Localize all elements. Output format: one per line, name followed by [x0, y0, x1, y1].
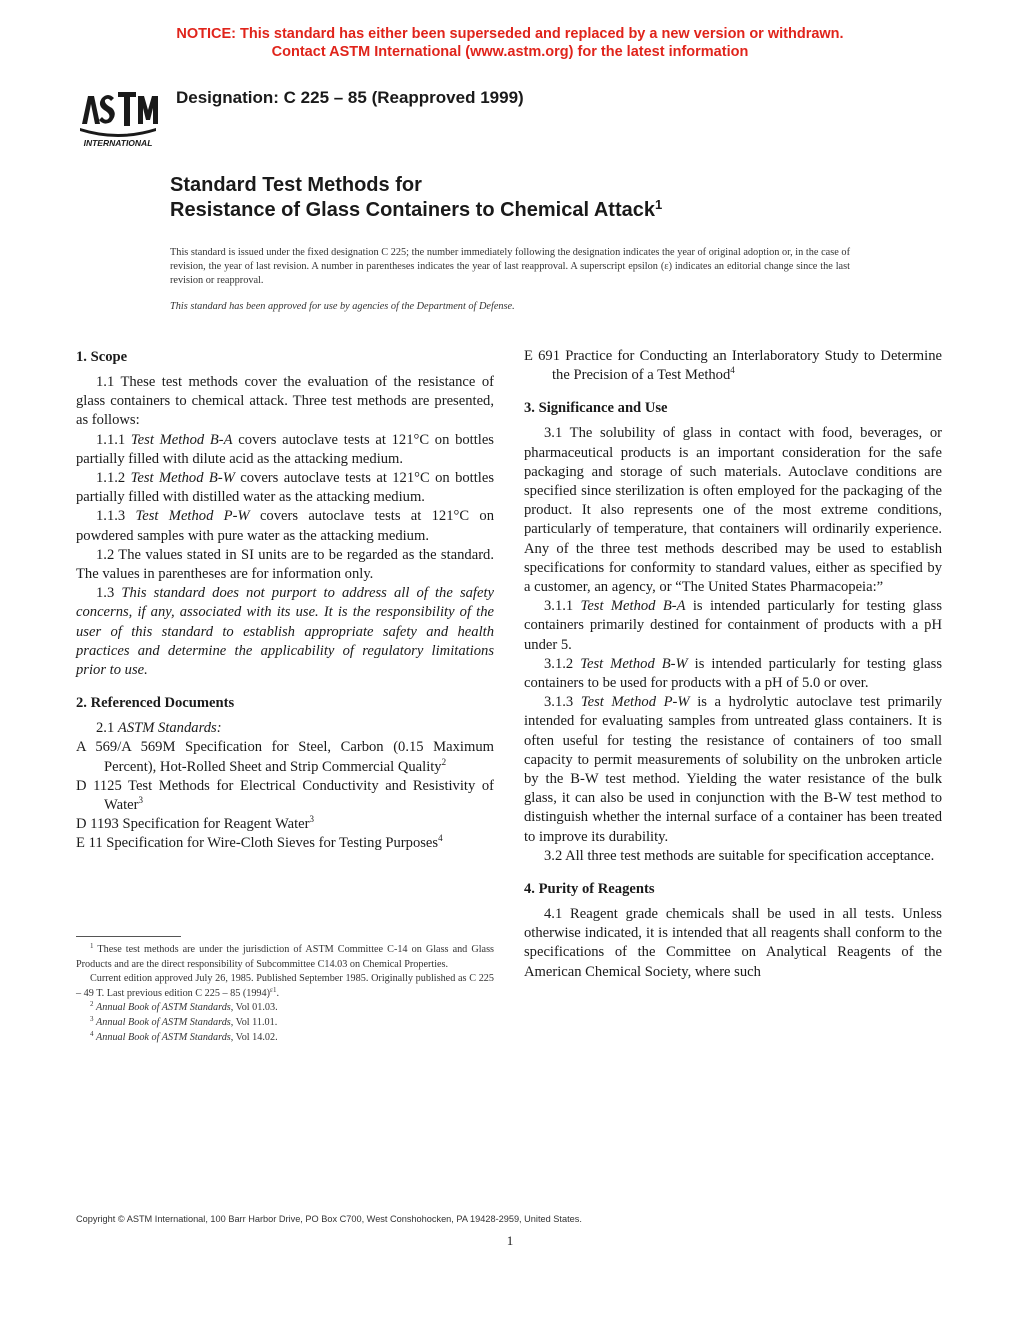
- para-4-1: 4.1 Reagent grade chemicals shall be used in all tests. Unless otherwise indicated, it is intended that all reagents shall conform to the specifications of the Committee on Analytical Reagents of the American Chemical Society, where such: [524, 906, 942, 980]
- footnote-text: Current edition approved July 26, 1985. Published September 1985. Originally published as C 225 – 49 T. Last previous edition C 225 – 85 (1994): [76, 973, 494, 999]
- method-name: Test Method P-W: [135, 508, 250, 525]
- footnotes: [76, 943, 494, 1045]
- epsilon-sup: ε1: [270, 985, 277, 994]
- reference-item: [76, 834, 494, 853]
- para-text: covers autoclave tests at 121°C on powdered samples with pure water as the attacking medium.: [76, 508, 494, 544]
- safety-caveat: This standard does not purport to address all of the safety concerns, if any, associated with its use. It is the responsibility of the user of this standard to establish appropriate safety and health practices and determine the applicability of regulatory limitations prior to use.: [76, 585, 494, 679]
- para-3-1-1: [524, 597, 942, 655]
- reference-item: [524, 347, 942, 385]
- current-edition-note: Current edition approved July 26, 1985. Published September 1985. Originally published as C 225 – 49 T. Last previous edition C 225 – 85 $(1994)^{\varepsilon 1}$.: [76, 973, 494, 999]
- reagents-heading: 4. Purity of Reagents: [524, 881, 655, 898]
- para-text: covers autoclave tests at 121°C on bottles partially filled with dilute acid as the attacking medium.: [76, 431, 494, 467]
- page-title: [170, 173, 662, 223]
- para-text: is intended particularly for testing glass containers primarily destined for containment of products with a pH under 5.: [524, 598, 942, 653]
- volume: , Vol 11.01.: [230, 1016, 278, 1028]
- para-num: 1.1.2: [96, 470, 126, 487]
- footnote-ref: 4: [730, 365, 735, 376]
- astm-logo: [74, 78, 162, 148]
- para-3-1-2: [524, 655, 942, 693]
- book-title: Annual Book of ASTM Standards: [96, 1031, 231, 1043]
- book-title: Annual Book of ASTM Standards: [96, 1016, 231, 1028]
- method-name: Test Method B-A: [580, 598, 686, 615]
- logo-label: INTERNATIONAL: [83, 138, 153, 148]
- method-name: Test Method P-W: [580, 694, 690, 711]
- footnote-text: These test methods are under the jurisdiction of ASTM Committee C-14 on Glass and Glass Products and are the direct responsibility of Subcommittee C14.03 on Chemical Properties.: [76, 944, 494, 970]
- reference-text: A 569/A 569M Specification for Steel, Carbon (0.15 Maximum Percent), Hot-Rolled Sheet and Strip Commercial Quality: [76, 739, 494, 775]
- footnote-num: 4: [90, 1029, 94, 1038]
- page-number: 1: [506, 1233, 514, 1248]
- para-3-1: 3.1 The solubility of glass in contact with food, beverages, or pharmaceutical products is an important consideration for the safe packaging and storage of such materials. Autoclave conditions are specified since sterilization is often employed for the packaging of the product. It also represents one of the most extreme conditions, particularly of temperature, that containers will ordinarily experience. Any of the three test methods described may be used to establish specifications for conformity to standard values, either as specified by a customer, an agency, or “The United States Pharmacopeia:”: [524, 425, 942, 596]
- para-num: 1.1.1: [96, 431, 126, 448]
- title-footnote-ref: 1: [654, 197, 663, 212]
- para-num: 1.3: [96, 585, 115, 602]
- reference-text: D 1193 Specification for Reagent Water: [76, 816, 310, 833]
- para-3-1-3: [524, 693, 942, 847]
- footnote-num: 3: [90, 1014, 94, 1023]
- para-1-2: 1.2 The values stated in SI units are to be regarded as the standard. The values in parentheses are for information only.: [76, 546, 494, 583]
- left-column: [76, 347, 494, 854]
- footnote-num: 1: [90, 942, 94, 950]
- defense-note: This standard has been approved for use by agencies of the Department of Defense.: [170, 301, 515, 312]
- method-name: Test Method B-W: [130, 470, 235, 487]
- volume: , Vol 01.03.: [230, 1002, 278, 1014]
- footnote-ref: 3: [138, 795, 143, 806]
- para-1-1-3: [76, 507, 494, 545]
- footnote-ref: 3: [309, 814, 314, 825]
- para-2-1: [76, 719, 494, 738]
- para-text: covers autoclave tests at 121°C on bottles partially filled with distilled water as the attacking medium.: [76, 470, 494, 506]
- reference-text: E 691 Practice for Conducting an Interlaboratory Study to Determine the Precision of a Test Method: [524, 348, 942, 384]
- para-num: 3.1.3: [544, 694, 574, 711]
- reference-item: [76, 815, 494, 834]
- preamble: This standard is issued under the fixed designation C 225; the number immediately following the designation indicates the year of original adoption or, in the case of revision, the year of last revision. A number in parentheses indicates the year of last reapproval. A superscript epsilon (ε) indicates an editorial change since the last revision or reapproval.: [170, 247, 850, 286]
- notice-line-1: NOTICE: This standard has either been superseded and replaced by a new version or withdrawn.: [176, 26, 844, 42]
- para-text: is a hydrolytic autoclave test primarily intended for evaluating samples from untreated glass containers. It is often useful for testing the resistance of containers of too small capacity to permit measurements of solubility on the unbroken article by the B-W test method. Yielding the water resistance of the bulk glass, it can also be used in conjunction with the B-W test method to distinguish whether the internal surface of a container has been treated to improve its durability.: [524, 694, 942, 845]
- book-title: Annual Book of ASTM Standards: [96, 1002, 231, 1014]
- footnote-4: [76, 1031, 494, 1046]
- method-name: Test Method B-A: [130, 431, 233, 448]
- para-1-1-2: [76, 469, 494, 507]
- supersession-notice: [0, 25, 1020, 61]
- para-1-3: [76, 584, 494, 680]
- footnote-ref: 4: [438, 833, 443, 844]
- para-num: 2.1: [96, 720, 115, 737]
- para-3-2: 3.2 All three test methods are suitable for specification acceptance.: [544, 847, 935, 864]
- footnote-1: [76, 943, 494, 972]
- title-line-1: Standard Test Methods for: [170, 174, 422, 196]
- right-column: [524, 347, 942, 982]
- para-1-1-1: [76, 431, 494, 469]
- reference-item: [76, 777, 494, 815]
- para-num: 3.1.2: [544, 655, 574, 672]
- footnote-2: [76, 1001, 494, 1016]
- method-name: Test Method B-W: [580, 655, 688, 672]
- footnote-rule: [76, 936, 181, 937]
- notice-line-2: Contact ASTM International (www.astm.org) for the latest information: [271, 44, 749, 60]
- significance-heading: 3. Significance and Use: [524, 400, 668, 417]
- footnote-3: [76, 1016, 494, 1031]
- astm-standards-label: ASTM Standards:: [117, 720, 222, 737]
- volume: , Vol 14.02.: [230, 1031, 278, 1043]
- para-1-1: 1.1 These test methods cover the evaluation of the resistance of glass containers to chemical attack. Three test methods are presented, as follows:: [76, 374, 494, 429]
- reference-text: D 1125 Test Methods for Electrical Conductivity and Resistivity of Water: [76, 777, 494, 814]
- para-num: 3.1.1: [544, 598, 574, 615]
- para-text: is intended particularly for testing glass containers to be used for products with a pH of 5.0 or over.: [524, 655, 942, 692]
- designation: Designation: C 225 – 85 (Reapproved 1999): [176, 88, 524, 107]
- title-line-2: [170, 198, 662, 223]
- reference-item: [76, 738, 494, 776]
- scope-heading: 1. Scope: [76, 349, 128, 365]
- references-heading: 2. Referenced Documents: [76, 695, 235, 712]
- reference-text: E 11 Specification for Wire-Cloth Sieves for Testing Purposes: [76, 835, 439, 852]
- footnote-num: 2: [90, 1000, 94, 1009]
- para-num: 1.1.3: [96, 508, 126, 525]
- copyright: Copyright © ASTM International, 100 Barr Harbor Drive, PO Box C700, West Conshohocken, PA 19428-2959, United States.: [76, 1214, 582, 1224]
- title-line-2-text: Resistance of Glass Containers to Chemical Attack: [170, 199, 655, 221]
- footnote-ref: 2: [441, 756, 447, 767]
